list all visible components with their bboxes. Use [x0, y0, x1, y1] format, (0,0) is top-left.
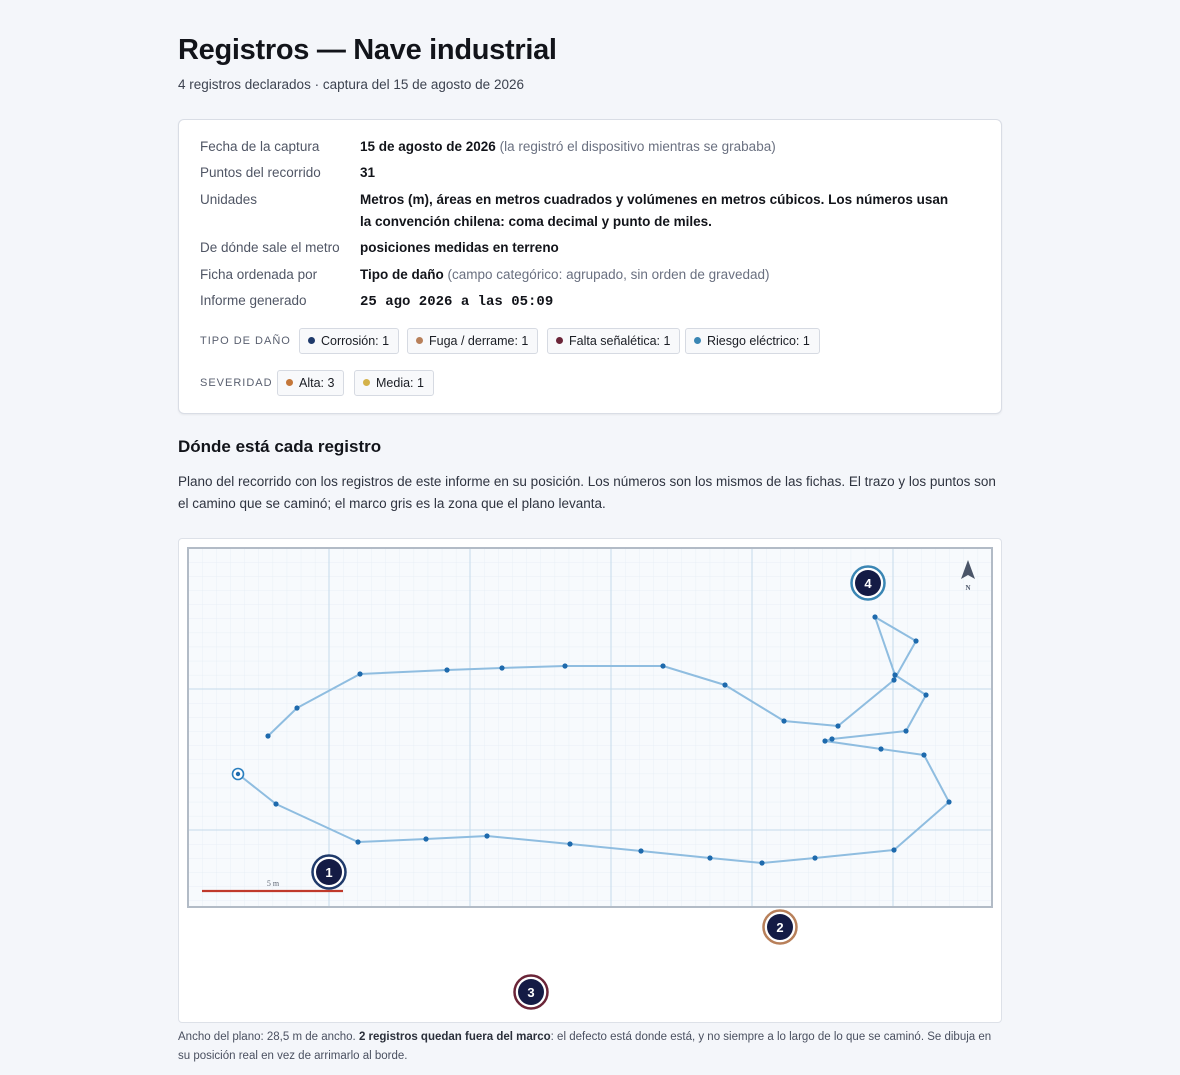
registro-marker-1[interactable]	[313, 856, 346, 889]
meta-label-puntos: Puntos del recorrido	[200, 165, 321, 180]
corrosion-dot	[308, 337, 315, 344]
scale-label: 5 m	[266, 879, 280, 888]
page-title: Registros — Nave industrial	[178, 34, 557, 66]
meta-value-orden: Tipo de daño (campo categórico: agrupado, sin orden de gravedad)	[360, 267, 770, 282]
section-title: Dónde está cada registro	[178, 437, 382, 456]
meta-label-unidades: Unidades	[200, 192, 258, 207]
meta-label-fecha: Fecha de la captura	[200, 139, 320, 154]
meta-label-orden: Ficha ordenada por	[200, 267, 318, 282]
chip-riesgo-electrico[interactable]: Riesgo eléctrico: 1	[685, 328, 820, 354]
tipo-danio-label: TIPO DE DAÑO	[200, 335, 291, 347]
marker-3-label: 3	[527, 985, 535, 1000]
site-plan-map	[179, 539, 1001, 1022]
registro-marker-2[interactable]	[764, 911, 797, 944]
map-footnote: Ancho del plano: 28,5 m de ancho. 2 registros quedan fuera del marco: el defecto está donde está, y no siempre a lo largo de lo que se caminó. Se dibuja en su posición real en vez de arrimarlo al borde.	[178, 1031, 992, 1062]
summary-card	[178, 119, 1002, 414]
section-intro: Plano del recorrido con los registros de este informe en su posición. Los números son los mismos de las fichas. El trazo y los puntos son el camino que se caminó; el marco gris es la zona que el plano levanta.	[178, 474, 996, 511]
senaletica-dot	[556, 337, 563, 344]
chip-fuga-derrame[interactable]: Fuga / derrame: 1	[407, 328, 538, 354]
fuga-dot	[416, 337, 423, 344]
chip-corrosion[interactable]: Corrosión: 1	[299, 328, 399, 354]
start-point	[233, 769, 244, 780]
marker-1-label: 1	[325, 865, 333, 880]
alta-dot	[286, 379, 293, 386]
meta-label-generado: Informe generado	[200, 293, 307, 308]
meta-value-fecha: 15 de agosto de 2026 (la registró el dispositivo mientras se grababa)	[360, 139, 776, 154]
page-subtitle: 4 registros declarados · captura del 15 de agosto de 2026	[178, 77, 524, 92]
meta-label-origen: De dónde sale el metro	[200, 240, 340, 255]
chip-alta[interactable]: Alta: 3	[277, 370, 344, 396]
chip-media[interactable]: Media: 1	[354, 370, 434, 396]
meta-value-unidades: Metros (m), áreas en metros cuadrados y volúmenes en metros cúbicos. Los números usan la convención chilena: coma decimal y punto de miles.	[360, 192, 949, 229]
chip-falta-senaletica[interactable]: Falta señalética: 1	[547, 328, 680, 354]
meta-value-puntos: 31	[360, 165, 376, 180]
marker-2-label: 2	[776, 920, 784, 935]
media-dot	[363, 379, 370, 386]
map-card	[178, 538, 1002, 1023]
meta-value-generado: 25 ago 2026 a las 05:09	[360, 294, 554, 310]
registro-marker-4[interactable]	[852, 567, 885, 600]
marker-4-label: 4	[864, 576, 872, 591]
meta-value-origen: posiciones medidas en terreno	[360, 240, 559, 255]
severidad-label: SEVERIDAD	[200, 377, 273, 389]
electrico-dot	[694, 337, 701, 344]
registro-marker-3[interactable]	[515, 976, 548, 1009]
north-label: N	[965, 584, 971, 592]
